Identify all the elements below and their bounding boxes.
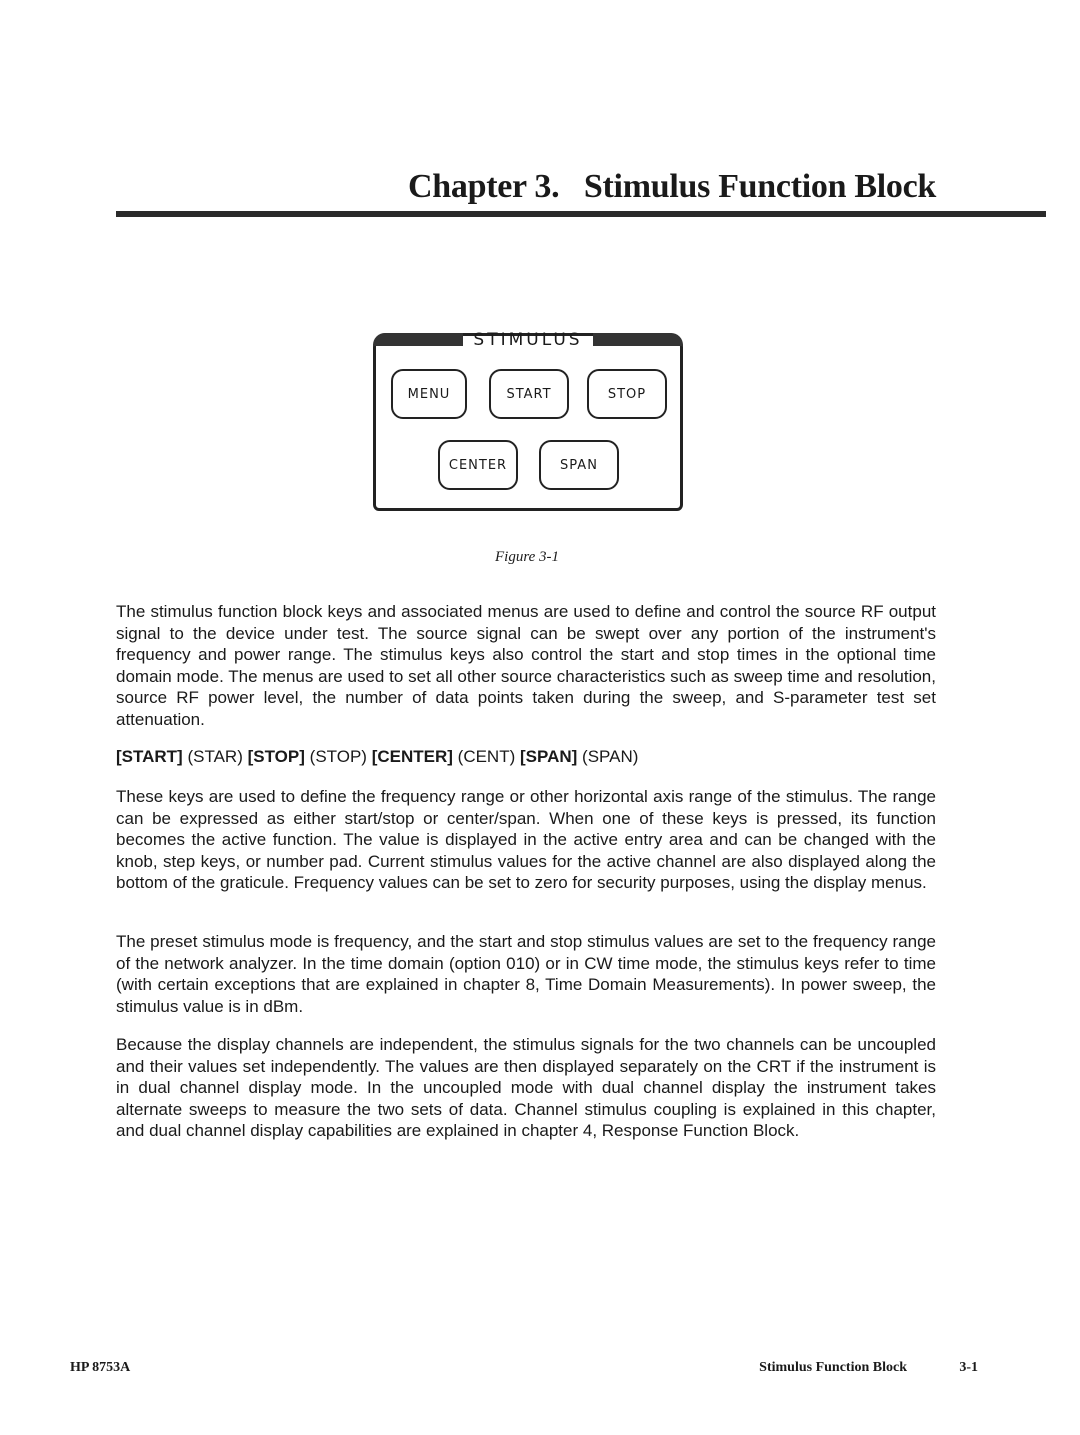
figure-caption: Figure 3-1 (494, 549, 559, 565)
title-rule (116, 211, 1046, 217)
center-key: CENTER (438, 440, 518, 490)
menu-key: MENU (391, 369, 467, 419)
intro-paragraph: The stimulus function block keys and associated menus are used to define and control the source RF output signal to the device under test. The source signal can be swept over any portion of the instrument's frequency and power range. The stimulus keys also control the start and stop times in the optional time domain mode. The menus are used to set all other source characteristics such as sweep time and resolution, source RF power level, the number of data points taken during the sweep, and S-parameter test set attenuation. (116, 602, 936, 729)
keys-heading (116, 746, 936, 768)
span-mnemonic: (SPAN) (582, 747, 639, 766)
keys-paragraph: These keys are used to define the frequency range or other horizontal axis range of the stimulus. The range can be expressed as either start/stop or center/span. When one of these keys is pressed, its function becomes the active function. The value is displayed in the active entry area and can be changed with the knob, step keys, or number pad. Current stimulus values for the active channel are also displayed along the bottom of the graticule. Frequency values can be set to zero for security purposes, using the display menus. (116, 787, 936, 893)
stimulus-panel-figure (373, 330, 683, 511)
footer-page: 3-1 (959, 1360, 978, 1375)
center-key-ref: [CENTER] (371, 747, 453, 766)
start-key: START (489, 369, 569, 419)
chapter-title (116, 168, 936, 206)
span-key: SPAN (539, 440, 619, 490)
start-key-ref: [START] (116, 747, 183, 766)
preset-paragraph: The preset stimulus mode is frequency, and the start and stop stimulus values are set to the frequency range of the network analyzer. In the time domain (option 010) or in CW time mode, the stimulus keys refer to time (with certain exceptions that are explained in chapter 8, Time Domain Measurements). In power sweep, the stimulus value is in dBm. (116, 932, 936, 1016)
footer-section: Stimulus Function Block (759, 1360, 907, 1375)
stop-key-ref: [STOP] (247, 747, 305, 766)
chapter-number: Chapter 3. (408, 168, 560, 205)
stop-key: STOP (587, 369, 667, 419)
start-mnemonic: (STAR) (187, 747, 243, 766)
stop-mnemonic: (STOP) (309, 747, 367, 766)
span-key-ref: [SPAN] (520, 747, 578, 766)
channels-paragraph: Because the display channels are independent, the stimulus signals for the two channels can be uncoupled and their values set independently. The values are then displayed separately on the CRT if the instrument is in dual channel display mode. In the uncoupled mode with dual channel display the instrument takes alternate sweeps to measure the two sets of data. Channel stimulus coupling is explained in this chapter, and dual channel display capabilities are explained in chapter 4, Response Function Block. (116, 1035, 936, 1141)
center-mnemonic: (CENT) (457, 747, 516, 766)
footer-model: HP 8753A (70, 1360, 131, 1375)
panel-label: STIMULUS (473, 330, 583, 350)
chapter-name: Stimulus Function Block (583, 168, 936, 205)
